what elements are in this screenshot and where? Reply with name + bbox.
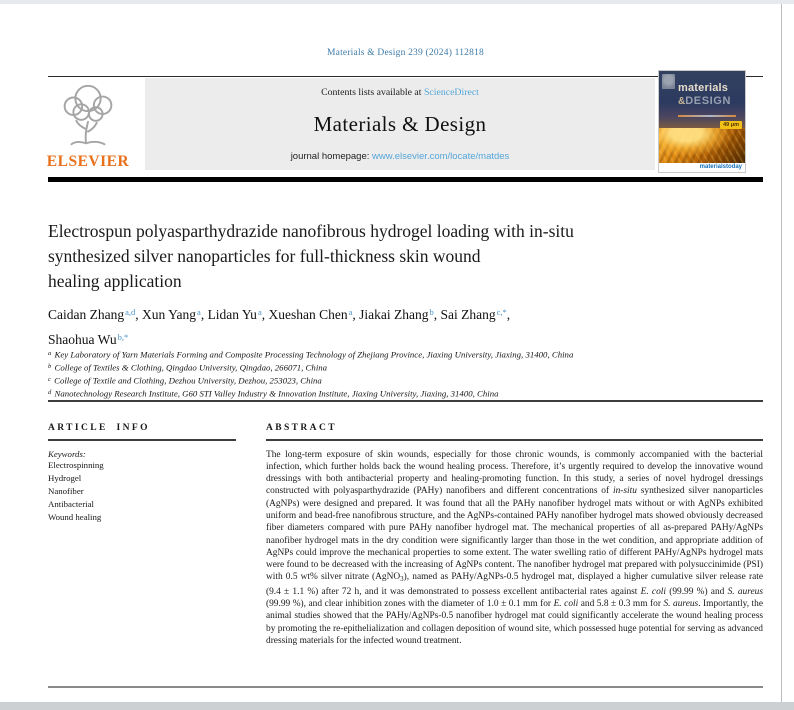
author-name: Caidan Zhang xyxy=(48,307,125,322)
cover-artwork xyxy=(659,128,745,163)
author-list xyxy=(48,301,728,351)
journal-homepage-link[interactable]: www.elsevier.com/locate/matdes xyxy=(372,151,510,162)
cover-word-materials: materials xyxy=(678,82,729,94)
affiliation: $^a$ Key Laboratory of Yarn Materials Forming and Composite Processing Technology of Zhejiang Province, Jiaxing University, Jiaxing, 31400, China xyxy=(48,349,574,360)
sciencedirect-link[interactable]: ScienceDirect xyxy=(423,87,479,98)
affiliation: $^d$ Nanotechnology Research Institute, G60 STI Valley Industry & Innovation Institute, Jiaxing University, Jiaxing, 31400, China xyxy=(48,388,499,399)
author-affil-sup: c,* xyxy=(496,307,507,317)
keywords-list xyxy=(48,459,243,524)
elsevier-wordmark: ELSEVIER xyxy=(46,153,130,170)
first-page-bottom-rule xyxy=(48,686,763,688)
keyword: Antibacterial xyxy=(48,498,94,509)
abstract-column xyxy=(266,423,763,647)
affiliation-sup: d xyxy=(48,389,52,397)
keyword: Nanofiber xyxy=(48,485,84,496)
viewer-bottom-edge xyxy=(0,702,794,710)
title-line: healing application xyxy=(48,271,182,291)
header-top-rule xyxy=(48,76,763,77)
affiliation: $^c$ College of Textile and Clothing, Dezhou University, Dezhou, 253023, China xyxy=(48,375,322,386)
homepage-prefix: journal homepage: xyxy=(290,151,373,162)
affiliation: $^b$ College of Textiles & Clothing, Qingdao University, Qingdao, 266071, China xyxy=(48,362,328,373)
author-affil-sup: b,* xyxy=(117,332,129,342)
author-name: Jiakai Zhang xyxy=(359,307,429,322)
article-info-header: ARTICLE INFO xyxy=(48,423,150,433)
author-name: Sai Zhang xyxy=(440,307,496,322)
article-info-rule xyxy=(48,439,236,441)
cover-title xyxy=(678,81,731,107)
abstract-header: ABSTRACT xyxy=(266,423,337,433)
author-affil-sup: a xyxy=(257,307,262,317)
author-name: Xun Yang xyxy=(142,307,197,322)
author-name: Lidan Yu xyxy=(207,307,257,322)
cover-elsevier-mark-icon xyxy=(662,74,675,89)
keyword: Wound healing xyxy=(48,511,102,522)
title-line: Electrospun polyasparthydrazide nanofibrous hydrogel loading with in-situ xyxy=(48,221,574,241)
abstract-text: The long-term exposure of skin wounds, especially for those chronic wounds, is commonly accompanied with the bacterial infection, which further holds back the wound healing process. Therefore, it’s urgently required to develop the innovative wound dressings with both antibacterial property and healing-promoting function. In this study, a series of novel hydrogel dressings constructed with polyasparthydrazide (PAHy) nanofibers and different concentrations of in-situ synthesized silver nanoparticles (AgNPs) were designed and prepared. It was found that all the PAHy nanofiber hydrogel mats without or with AgNPs exhibited uniform and bead-free nanofibrous structure, and the AgNPs-contained PAHy nanofiber hydrogel mats showed obviously decreased fiber diameters compared with pure PAHy nanofiber hydrogel mat. The mechanical properties of all as-prepared PAHy/AgNPs nanofiber hydrogel mats in the dry condition were significantly larger than those in the wet condition, and appropriate addition of AgNPs could improve the mechanical properties to some extent. The water swelling ratio of different PAHy/AgNPs hydrogel mats were found to be decreased with the increasing of AgNPs content. The nanofiber hydrogel mat prepared with polysuccinimide (PSI) with 0.5 wt% silver nitrate (AgNO$_3$), named as PAHy/AgNPs-0.5 hydrogel mat, displayed a higher cumulative silver release rate (9.4 ± 1.1 %) after 72 h, and it was demonstrated to possess excellent antibacterial rates against E. coli (99.99 %) and S. aureus (99.99 %), and clear inhibition zones with the diameter of 1.0 ± 0.1 mm for E. coli and 5.8 ± 0.3 mm for S. aureus. Importantly, the animal studies showed that the PAHy/AgNPs-0.5 nanofiber hydrogel mat could significantly accelerate the wound healing process by promoting the re-epithelialization and collagen deposition of wound site, which possessed huge potential for serving as advanced dressing materials for the infected wound treatment. xyxy=(266,449,764,646)
header-bottom-bar xyxy=(48,177,763,182)
cover-materialstoday-logo: materialstoday xyxy=(659,163,745,172)
contents-line xyxy=(145,87,655,98)
cover-subtitle-strip xyxy=(678,115,736,117)
keyword: Electrospinning xyxy=(48,459,104,470)
keyword: Hydrogel xyxy=(48,472,82,483)
elsevier-tree-icon xyxy=(55,80,121,152)
authors-line: Caidan Zhang$^{a,d}$, Xun Yang$^a$, Lidan Yu$^a$, Xueshan Chen$^a$, Jiakai Zhang$^b$, Sai Zhang$^{c,*}$, xyxy=(48,307,514,322)
cover-word-design: DESIGN xyxy=(685,95,732,107)
author-name: Xueshan Chen xyxy=(268,307,348,322)
author-affil-sup: a xyxy=(348,307,353,317)
journal-banner xyxy=(145,78,655,170)
article-head-divider xyxy=(48,400,763,402)
page-right-edge xyxy=(781,4,782,702)
title-line: synthesized silver nanoparticles for full-thickness skin wound xyxy=(48,246,481,266)
cover-sky xyxy=(659,71,745,128)
journal-name: Materials & Design xyxy=(313,112,487,136)
viewer-top-edge xyxy=(0,0,794,4)
journal-cover-thumbnail[interactable] xyxy=(658,70,746,173)
author-affil-sup: b xyxy=(429,307,434,317)
article-title xyxy=(48,219,728,294)
author-affil-sup: a xyxy=(197,307,201,317)
homepage-line xyxy=(145,151,655,162)
cover-scale-badge: 49 μm xyxy=(720,121,742,129)
journal-citation: Materials & Design 239 (2024) 112818 xyxy=(327,48,484,58)
article-info-column xyxy=(48,423,243,524)
affiliation-sup: a xyxy=(48,350,52,357)
elsevier-logo[interactable] xyxy=(33,80,143,175)
contents-prefix: Contents lists available at xyxy=(321,87,424,98)
affiliation-sup: b xyxy=(48,363,52,371)
author-name: Shaohua Wu xyxy=(48,332,117,347)
affiliation-sup: c xyxy=(48,376,51,384)
cover-ampersand: & xyxy=(678,96,686,107)
affiliations xyxy=(48,348,748,400)
keywords-label: Keywords: xyxy=(48,448,86,459)
author-affil-sup: a,d xyxy=(125,307,136,317)
abstract-rule xyxy=(266,439,763,441)
